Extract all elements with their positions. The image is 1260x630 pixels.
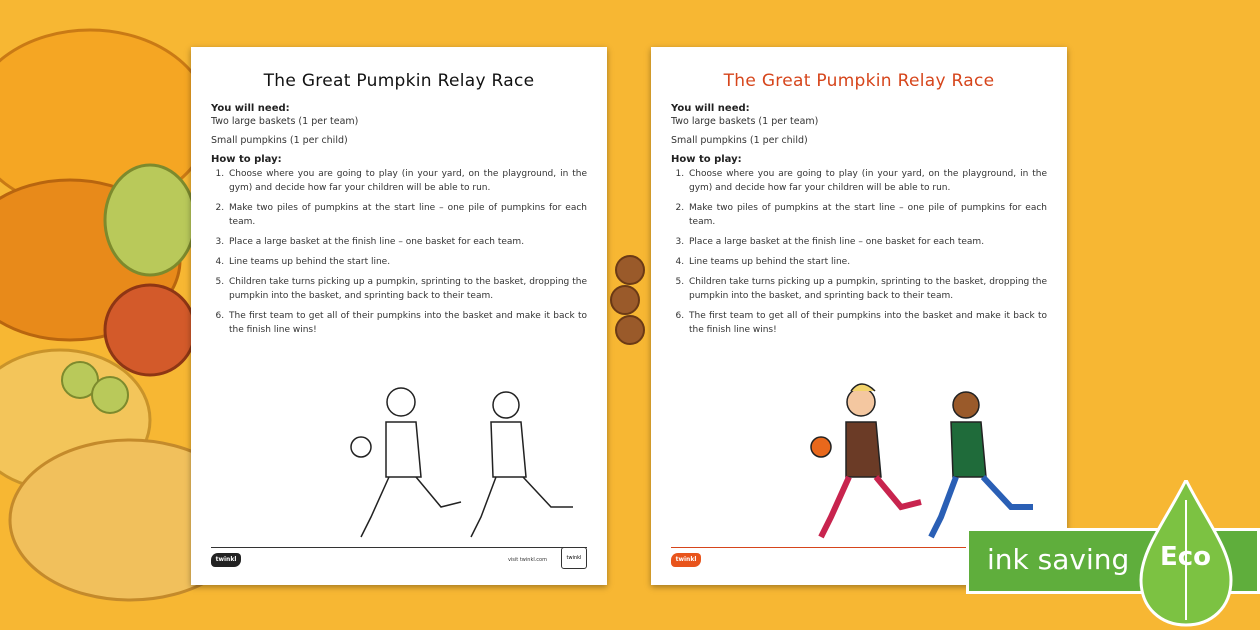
- steps-list: [211, 167, 587, 337]
- needs-item: Two large baskets (1 per team): [671, 116, 819, 127]
- needs-item: Two large baskets (1 per team): [211, 116, 359, 127]
- step-item: 1. Choose where you are going to play (in your yard, on the playground, in the gym) and decide how far your children will be able to run.: [227, 167, 587, 195]
- step-item: 3. Place a large basket at the finish line – one basket for each team.: [227, 235, 587, 249]
- eco-badge-text: Eco: [1160, 542, 1212, 572]
- step-item: 5. Children take turns picking up a pumpkin, sprinting to the basket, dropping the pumpkin into the basket, and sprinting back to their team.: [227, 275, 587, 303]
- footer-rule: [211, 547, 587, 548]
- step-item: 2. Make two piles of pumpkins at the start line – one pile of pumpkins for each team.: [227, 201, 587, 229]
- needs-item: Small pumpkins (1 per child): [211, 135, 348, 146]
- sheet-title: The Great Pumpkin Relay Race: [263, 71, 535, 91]
- step-item: 6. The first team to get all of their pumpkins into the basket and make it back to the finish line wins!: [227, 309, 587, 337]
- footer-url: visit twinkl.com: [507, 557, 547, 563]
- twinkl-logo: twinkl: [211, 553, 241, 567]
- steps-list: [671, 167, 1047, 337]
- twinkl-logo: twinkl: [671, 553, 701, 567]
- needs-heading: You will need:: [671, 103, 750, 114]
- step-item: 4. Line teams up behind the start line.: [227, 255, 587, 269]
- footer-badge: twinkl: [561, 547, 587, 569]
- step-item: 6. The first team to get all of their pumpkins into the basket and make it back to the finish line wins!: [687, 309, 1047, 337]
- step-item: 5. Children take turns picking up a pumpkin, sprinting to the basket, dropping the pumpkin into the basket, and sprinting back to their team.: [687, 275, 1047, 303]
- step-item: 3. Place a large basket at the finish line – one basket for each team.: [687, 235, 1047, 249]
- howto-heading: How to play:: [211, 154, 282, 165]
- howto-heading: How to play:: [671, 154, 742, 165]
- step-item: 1. Choose where you are going to play (in your yard, on the playground, in the gym) and decide how far your children will be able to run.: [687, 167, 1047, 195]
- step-item: 2. Make two piles of pumpkins at the start line – one pile of pumpkins for each team.: [687, 201, 1047, 229]
- activity-sheet-bw: [191, 47, 607, 585]
- running-children-illustration: [341, 377, 591, 547]
- running-children-illustration: [801, 377, 1051, 547]
- needs-heading: You will need:: [211, 103, 290, 114]
- step-item: 4. Line teams up behind the start line.: [687, 255, 1047, 269]
- activity-sheet-color: [651, 47, 1067, 585]
- sheet-title: The Great Pumpkin Relay Race: [723, 71, 995, 91]
- needs-item: Small pumpkins (1 per child): [671, 135, 808, 146]
- ink-saving-label: ink saving: [987, 543, 1130, 576]
